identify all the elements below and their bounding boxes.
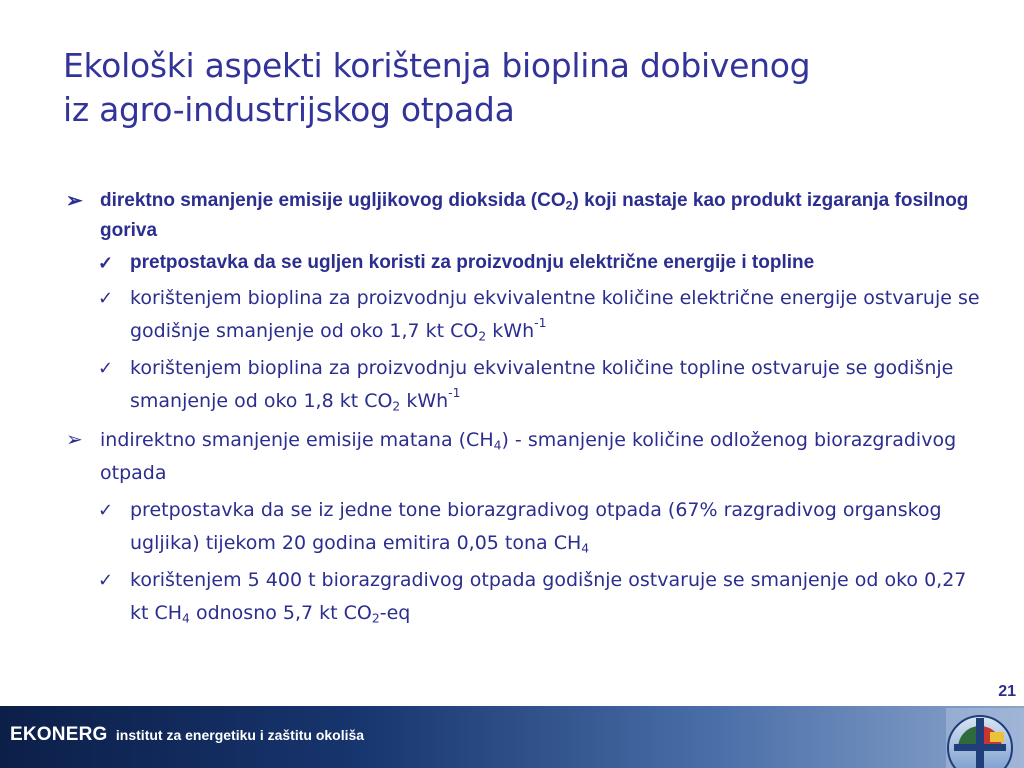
bullet-text: ) - smanjenje količine odloženog biorazgradivog otpada: [100, 429, 957, 484]
subscript: 4: [182, 611, 190, 626]
bullet-text: korištenjem 5 400 t biorazgradivog otpada godišnje ostvaruje se smanjenje od oko 0,27 kt CH: [130, 569, 967, 624]
checkmark-icon: ✓: [98, 500, 114, 521]
bullet-text: korištenjem bioplina za proizvodnju ekvivalentne količine električne energije ostvaruje se godišnje smanjenje od oko 1,7 kt CO: [130, 287, 980, 342]
bullet-text: indirektno smanjenje emisije matana (CH: [100, 429, 494, 451]
ekonerg-logo-icon: [946, 708, 1024, 768]
bullet-text: ) koji nastaje kao produkt izgaranja fosilnog goriva: [100, 190, 969, 241]
subscript: 4: [493, 438, 502, 453]
brand-tagline: institut za energetiku i zaštitu okoliša: [115, 727, 365, 743]
bullet-list: [60, 186, 990, 630]
bullet-text: pretpostavka da se iz jedne tone biorazgradivog otpada (67% razgradivog organskog ugljika) tijekom 20 godina emitira 0,05 tona CH: [130, 499, 942, 554]
bullet-text: -eq: [379, 602, 411, 624]
superscript: -1: [534, 316, 547, 331]
sub-bullet-waste-assumption: [60, 494, 990, 560]
sub-bullet-coal-assumption: [60, 248, 990, 278]
bullet-indirect-ch4: [60, 424, 990, 490]
checkmark-icon: ✓: [98, 253, 114, 273]
brand-name: EKONERG: [10, 724, 108, 745]
bullet-text: korištenjem bioplina za proizvodnju ekvivalentne količine topline ostvaruje se godišnje smanjenje od oko 1,8 kt CO: [130, 357, 954, 412]
title-line-1: Ekološki aspekti korištenja bioplina dobivenog: [63, 46, 811, 85]
bullet-text: pretpostavka da se ugljen koristi za proizvodnju električne energije i topline: [130, 252, 815, 273]
subscript: 4: [581, 541, 590, 556]
bullet-direct-co2: [60, 186, 990, 246]
footer-bar: [0, 706, 1024, 768]
subscript: 2: [371, 611, 380, 626]
checkmark-icon: ✓: [98, 288, 114, 309]
sub-bullet-heat-reduction: [60, 352, 990, 418]
subscript: 2: [478, 329, 487, 344]
page-number: 21: [998, 683, 1016, 700]
subscript: 2: [392, 399, 401, 414]
title-line-2: iz agro-industrijskog otpada: [63, 90, 515, 129]
arrow-bullet-icon: ➢: [66, 190, 83, 212]
bullet-text: kWh: [486, 320, 535, 342]
sub-bullet-electricity-reduction: [60, 282, 990, 348]
sub-bullet-waste-reduction: [60, 564, 990, 630]
arrow-bullet-icon: ➢: [66, 427, 83, 451]
bullet-text: odnosno 5,7 kt CO: [189, 602, 372, 624]
bullet-text: kWh: [400, 390, 449, 412]
bullet-text: direktno smanjenje emisije ugljikovog dioksida (CO: [100, 190, 566, 211]
checkmark-icon: ✓: [98, 570, 114, 591]
superscript: -1: [448, 386, 461, 401]
footer-brand: [10, 724, 364, 746]
checkmark-icon: ✓: [98, 358, 114, 379]
slide-title: [63, 44, 983, 132]
subscript: 2: [565, 198, 573, 213]
